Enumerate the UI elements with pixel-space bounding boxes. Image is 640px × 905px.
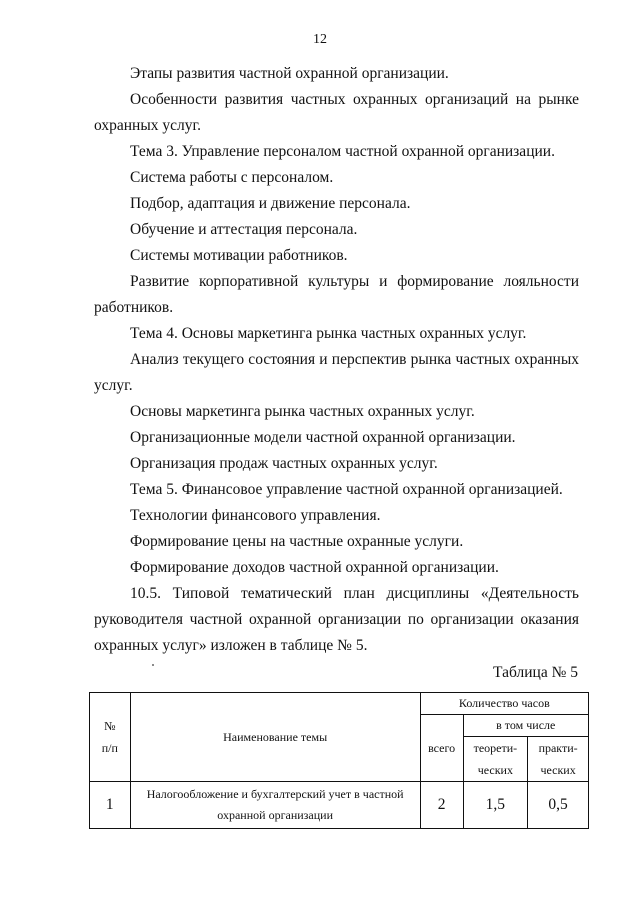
- paragraph: Организационные модели частной охранной организации.: [130, 429, 516, 446]
- table-row: [90, 782, 589, 829]
- topic-heading: Тема 4. Основы маркетинга рынка частных охранных услуг.: [130, 325, 527, 342]
- paragraph: Основы маркетинга рынка частных охранных услуг.: [130, 403, 475, 420]
- header-theory: теорети- ческих: [463, 737, 528, 782]
- paragraph: Особенности развития частных охранных организаций на рынке: [130, 91, 579, 108]
- row-total: 2: [420, 782, 463, 829]
- paragraph: Этапы развития частной охранной организации.: [130, 65, 449, 82]
- paragraph: Организация продаж частных охранных услуг.: [130, 455, 438, 472]
- paragraph: услуг.: [94, 377, 133, 394]
- header-practice: практи- ческих: [528, 737, 589, 782]
- scan-speck: [152, 664, 154, 666]
- paragraph: Анализ текущего состояния и перспектив рынка частных охранных: [130, 351, 579, 368]
- page-number: 12: [313, 32, 327, 47]
- header-num: № п/п: [90, 693, 131, 782]
- section-paragraph: 10.5. Типовой тематический план дисциплины «Деятельность: [130, 585, 579, 602]
- row-practice: 0,5: [528, 782, 589, 829]
- row-num: 1: [90, 782, 131, 829]
- section-paragraph: охранных услуг» изложен в таблице № 5.: [94, 637, 368, 654]
- paragraph: Подбор, адаптация и движение персонала.: [130, 195, 411, 212]
- header-hours: Количество часов: [420, 693, 588, 715]
- paragraph: Системы мотивации работников.: [130, 247, 348, 264]
- row-name: Налогообложение и бухгалтерский учет в частной охранной организации: [130, 782, 420, 829]
- paragraph: работников.: [94, 299, 174, 316]
- paragraph: Система работы с персоналом.: [130, 169, 334, 186]
- paragraph: Обучение и аттестация персонала.: [130, 221, 358, 238]
- header-including: в том числе: [463, 715, 589, 737]
- table-caption: Таблица № 5: [493, 664, 578, 681]
- topic-heading: Тема 5. Финансовое управление частной охранной организацией.: [130, 481, 563, 498]
- thematic-plan-table: [89, 692, 589, 829]
- paragraph: Технологии финансового управления.: [130, 507, 381, 524]
- paragraph: Формирование доходов частной охранной организации.: [130, 559, 499, 576]
- topic-heading: Тема 3. Управление персоналом частной охранной организации.: [130, 143, 555, 160]
- paragraph: охранных услуг.: [94, 117, 201, 134]
- section-paragraph: руководителя частной охранной организации по организации оказания: [94, 611, 579, 628]
- paragraph: Развитие корпоративной культуры и формирование лояльности: [130, 273, 579, 290]
- header-total: всего: [420, 715, 463, 782]
- row-theory: 1,5: [463, 782, 528, 829]
- paragraph: Формирование цены на частные охранные услуги.: [130, 533, 464, 550]
- header-name: Наименование темы: [130, 693, 420, 782]
